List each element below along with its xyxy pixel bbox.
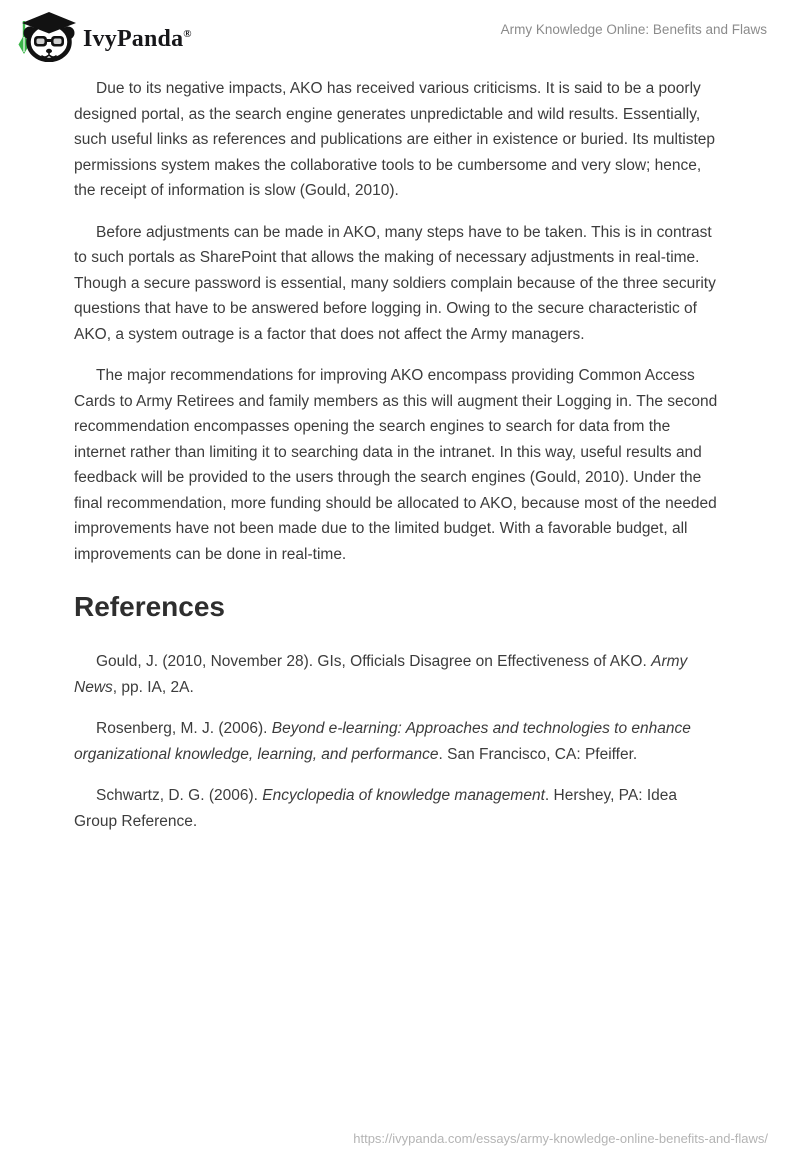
paragraph-2: Before adjustments can be made in AKO, many steps have to be taken. This is in contrast to such portals as SharePoint that allows the making of necessary adjustments in real-time. Though a secure password is essential, many soldiers complain because of the three security questions that have to be answered before logging in. Owing to the secure characteristic of AKO, a system outrage is a factor that does not affect the Army managers.	[74, 223, 716, 343]
page-header	[0, 0, 800, 62]
document-title: Army Knowledge Online: Benefits and Flaws	[500, 22, 767, 37]
ivypanda-logo[interactable]	[13, 6, 192, 62]
paragraph-3: The major recommendations for improving AKO encompass providing Common Access Cards to Army Retirees and family members as this will augment their Logging in. The second recommendation encompasses opening the search engines to search for data from the internet rather than limiting it to searching data in the intranet. In this way, useful results and feedback will be provided to the users through the search engines (Gould, 2010). Under the final recommendation, more funding should be allocated to AKO, because most of the needed improvements have not been made due to the limited budget. With a favorable budget, all improvements can be done in real-time.	[74, 367, 718, 563]
reference-entry-3: Schwartz, D. G. (2006). Encyclopedia of knowledge management. Hershey, PA: Idea Group Reference.	[74, 787, 677, 830]
reference-entry-2: Rosenberg, M. J. (2006). Beyond e-learning: Approaches and technologies to enhance organizational knowledge, learning, and performance. San Francisco, CA: Pfeiffer.	[74, 720, 691, 763]
brand-wordmark: IvyPanda®	[83, 26, 192, 52]
registered-mark: ®	[183, 28, 192, 40]
paragraph-1: Due to its negative impacts, AKO has received various criticisms. It is said to be a poorly designed portal, as the search engine generates unpredictable and wild results. Essentially, such useful links as references and publications are either in existence or buried. Its multistep permissions system makes the collaborative tools to be cumbersome and very slow; hence, the receipt of information is slow (Gould, 2010).	[74, 80, 716, 199]
essay-content	[74, 76, 724, 834]
reference-entry-1: Gould, J. (2010, November 28). GIs, Officials Disagree on Effectiveness of AKO. Army News, pp. IA, 2A.	[74, 653, 688, 696]
source-url[interactable]: https://ivypanda.com/essays/army-knowledge-online-benefits-and-flaws/	[353, 1131, 768, 1146]
references-heading: References	[74, 591, 225, 622]
panda-graduation-icon	[13, 6, 77, 62]
